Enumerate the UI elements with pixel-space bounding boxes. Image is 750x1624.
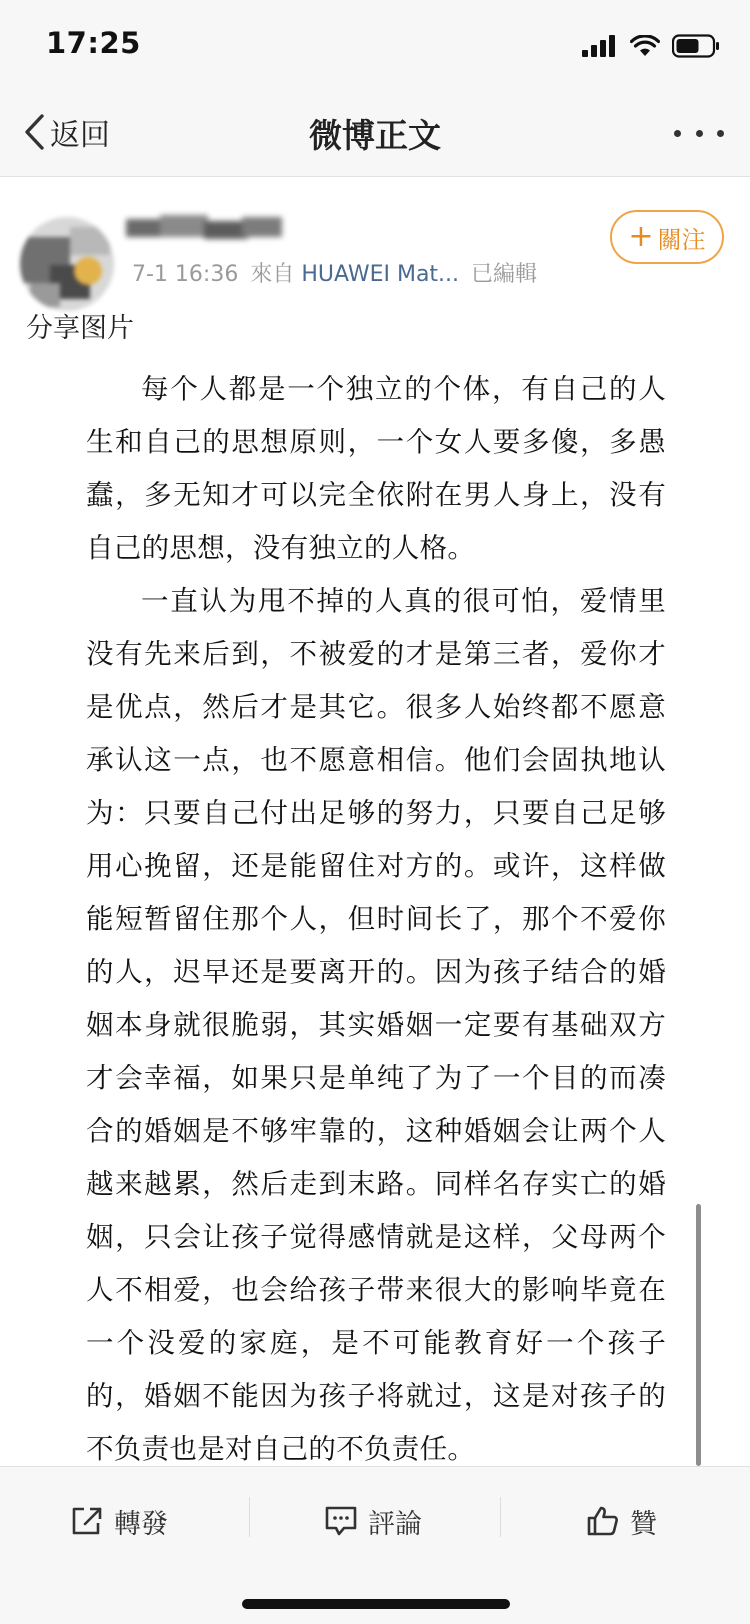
more-dot-icon [717,130,724,137]
post-source-prefix: 來自 [250,262,295,287]
username-redacted[interactable] [126,213,284,243]
chevron-left-icon [22,112,46,152]
home-indicator[interactable] [242,1599,510,1609]
status-icons [582,34,720,58]
avatar-image [20,217,114,311]
thumbs-up-icon [586,1505,620,1537]
post-header [0,177,750,297]
toolbar-divider [500,1497,501,1537]
comment-label: 評論 [368,1508,422,1540]
status-time: 17:25 [46,26,141,60]
post-edited-label: 已編輯 [471,262,538,287]
follow-label: 關注 [657,225,706,254]
repost-icon [70,1505,104,1537]
like-label: 贊 [630,1508,657,1540]
article-body [86,363,666,1476]
post-share-text: 分享图片 [26,313,134,344]
article-paragraph: 一直认为甩不掉的人真的很可怕，爱情里没有先来后到，不被爱的才是第三者，爱你才是优点，然后才是其它。很多人始终都不愿意承认这一点，也不愿意相信。他们会固执地认为：只要自己付出足够的努力，只要自己足够用心挽留，还是能留住对方的。或许，这样做能短暂留住那个人，但时间长了，那个不爱你的人，迟早还是要离开的。因为孩子结合的婚姻本身就很脆弱，其实婚姻一定要有基础双方才会幸福，如果只是单纯了为了一个目的而凑合的婚姻是不够牢靠的，这种婚姻会让两个人越来越累，然后走到末路。同样名存实亡的婚姻，只会让孩子觉得感情就是这样，父母两个人不相爱，也会给孩子带来很大的影响毕竟在一个没爱的家庭，是不可能教育好一个孩子的，婚姻不能因为孩子将就过，这是对孩子的不负责也是对自己的不负责任。 [86,585,666,1465]
plus-icon: + [628,219,654,254]
comment-button[interactable] [324,1501,422,1541]
post-device-link[interactable]: HUAWEI Mat... [301,262,460,287]
more-dot-icon [674,130,681,137]
comment-icon [324,1505,358,1537]
page-title: 微博正文 [309,116,441,155]
back-button[interactable] [22,110,110,154]
follow-button[interactable] [610,210,724,264]
toolbar-divider [249,1497,250,1537]
cellular-signal-icon [582,35,618,57]
battery-icon [672,34,720,58]
repost-button[interactable] [70,1501,168,1541]
nav-bar [0,90,750,177]
avatar[interactable] [20,217,114,311]
back-label: 返回 [50,118,110,153]
wifi-icon [630,35,660,57]
more-dot-icon [696,130,703,137]
status-bar [0,0,750,90]
article-paragraph: 每个人都是一个独立的个体，有自己的人生和自己的思想原则，一个女人要多傻，多愚蠢，多无知才可以完全依附在男人身上，没有自己的思想，没有独立的人格。 [86,373,666,564]
repost-label: 轉發 [114,1508,168,1540]
redaction-mark [126,213,284,243]
like-button[interactable] [586,1501,657,1541]
post-timestamp: 7-1 16:36 [132,262,239,287]
more-options-button[interactable] [674,118,724,148]
scrollbar[interactable] [696,1204,701,1466]
post-meta [132,257,537,288]
